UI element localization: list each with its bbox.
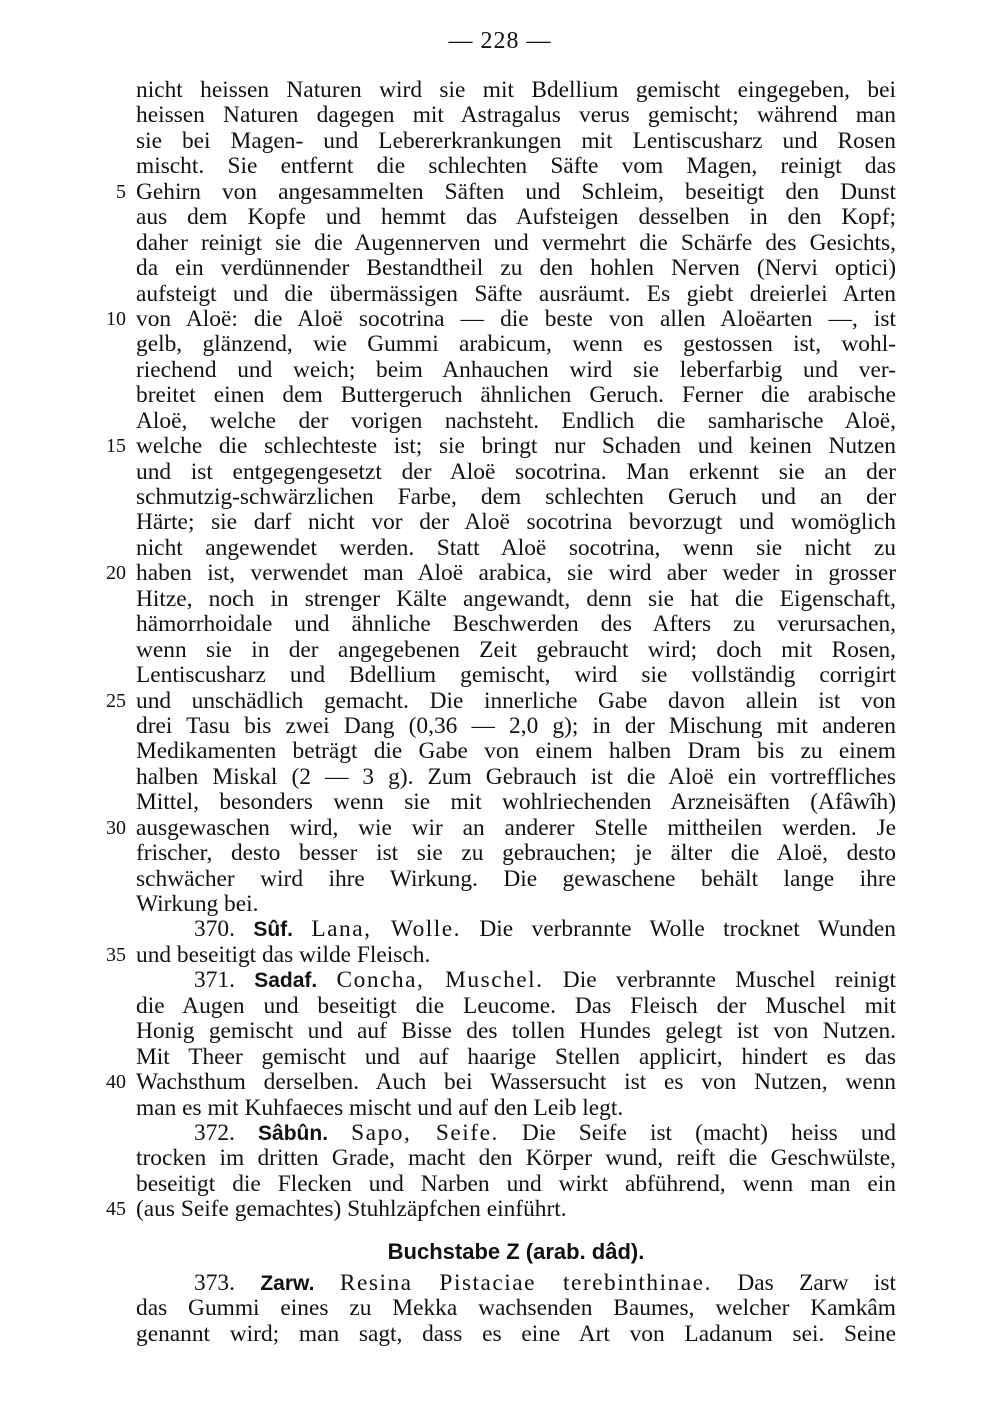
text-line (136, 409, 896, 434)
line-text: schmutzig-schwärzlichen Farbe, dem schlechten Geruch und an der (136, 484, 896, 510)
text-line (136, 510, 896, 535)
text-line (136, 282, 896, 307)
line-text: haben ist, verwendet man Aloë arabica, sie wird aber weder in grosser (136, 560, 896, 587)
section-heading: Buchstabe Z (arab. dâd). (387, 1238, 645, 1264)
line-number: 30 (106, 816, 126, 839)
line-text: Mittel, besonders wenn sie mit wohlriechenden Arzneisäften (Afâwîh) (136, 789, 896, 816)
text-line (106, 687, 896, 714)
entry-first-line (136, 1271, 896, 1296)
text-line (136, 663, 896, 688)
line-text: halben Miskal (2 — 3 g). Zum Gebrauch ist die Aloë ein vortreffliches (136, 763, 896, 790)
line-text: man es mit Kuhfaeces mischt und auf den Leib legt. (136, 1094, 624, 1121)
line-text: Medikamenten beträgt die Gabe von einem halben Dram bis zu einem (136, 738, 896, 765)
line-text: das Gummi eines zu Mekka wachsenden Baumes, welcher Kamkâm (136, 1295, 896, 1322)
text-line (136, 358, 896, 383)
line-number: 5 (116, 180, 126, 203)
text-line (106, 941, 896, 968)
line-number: 25 (106, 689, 126, 712)
text-line (136, 739, 896, 764)
entry-text: Die verbrannte Muschel reinigt (562, 967, 896, 994)
line-text: Aloë, welche der vorigen nachsteht. Endlich die samharische Aloë, (136, 407, 896, 434)
entry-latin-name: Lana, Wolle. (311, 916, 462, 943)
text-line (106, 433, 896, 460)
line-text: schwächer wird ihre Wirkung. Die gewaschene behält lange ihre (136, 865, 896, 892)
text-line (106, 1069, 896, 1096)
line-text: hämorrhoidale und ähnliche Beschwerden des Afters zu verursachen, (136, 611, 896, 638)
text-line (136, 638, 896, 663)
line-text: aus dem Kopfe und hemmt das Aufsteigen desselben in den Kopf; (136, 204, 896, 231)
line-text: ausgewaschen wird, wie wir an anderer Stelle mittheilen werden. Je (136, 814, 896, 841)
line-text: nicht heissen Naturen wird sie mit Bdellium gemischt eingegeben, bei (136, 77, 896, 103)
text-line (136, 383, 896, 408)
entry-number: 370. (194, 916, 235, 943)
line-text: Lentiscusharz und Bdellium gemischt, wird sie vollständig corrigirt (136, 662, 896, 689)
entry-latin-name: Sapo, Seife. (351, 1119, 499, 1146)
text-line (136, 867, 896, 892)
text-line (136, 256, 896, 281)
line-text: (aus Seife gemachtes) Stuhlzäpfchen einführt. (136, 1196, 567, 1223)
entry-headword: Sûf. (253, 918, 293, 942)
entry-text: Die Seife ist (macht) heiss und (521, 1119, 896, 1146)
line-text: aufsteigt und die übermässigen Säfte ausräumt. Es giebt dreierlei Arten (136, 280, 896, 307)
line-text: die Augen und beseitigt die Leucome. Das Fleisch der Muschel mit (136, 992, 896, 1019)
text-line (136, 1296, 896, 1321)
text-line (106, 305, 896, 332)
line-text: nicht angewendet werden. Statt Aloë socotrina, wenn sie nicht zu (136, 534, 896, 561)
entry-text: Das Zarw ist (737, 1269, 896, 1296)
text-line (106, 560, 896, 587)
text-line (136, 612, 896, 637)
line-text: trocken im dritten Grade, macht den Körper wund, reift die Geschwülste, (136, 1145, 896, 1172)
text-body (106, 77, 897, 1347)
text-line (136, 892, 896, 917)
line-text: sie bei Magen- und Lebererkrankungen mit Lentiscusharz und Rosen (136, 127, 896, 154)
entry-text: Die verbrannte Wolle trocknet Wunden (479, 916, 897, 943)
line-text: breitet einen dem Buttergeruch ähnlichen Geruch. Ferner die arabische (136, 382, 896, 409)
line-text: Honig gemischt und auf Bisse des tollen Hundes gelegt ist von Nutzen. (136, 1018, 896, 1045)
line-text: mischt. Sie entfernt die schlechten Säfte vom Magen, reinigt das (136, 153, 896, 180)
line-text: Härte; sie darf nicht vor der Aloë socotrina bevorzugt und womöglich (136, 509, 896, 536)
text-line (136, 332, 896, 357)
text-line (136, 231, 896, 256)
text-line (136, 841, 896, 866)
line-text: Wachsthum derselben. Auch bei Wassersucht ist es von Nutzen, wenn (136, 1069, 896, 1096)
line-text: da ein verdünnender Bestandtheil zu den hohlen Nerven (Nervi optici) (136, 255, 896, 282)
entry-headword: Zarw. (260, 1271, 315, 1295)
text-line (136, 765, 896, 790)
text-line (136, 587, 896, 612)
text-line (136, 714, 896, 739)
line-number: 40 (106, 1071, 126, 1094)
line-text: daher reinigt sie die Augennerven und vermehrt die Schärfe des Gesichts, (136, 229, 896, 256)
line-number: 45 (106, 1198, 126, 1221)
line-text: gelb, glänzend, wie Gummi arabicum, wenn es gestossen ist, wohl- (136, 331, 896, 358)
line-number: 35 (106, 943, 126, 966)
entry-first-line (136, 1121, 896, 1146)
text-line (136, 1322, 896, 1347)
text-line (136, 790, 896, 815)
text-line (136, 460, 896, 485)
line-number: 15 (106, 435, 126, 458)
line-text: Gehirn von angesammelten Säften und Schleim, beseitigt den Dunst (136, 178, 896, 205)
text-line (136, 536, 896, 561)
text-line (136, 1019, 896, 1044)
line-text: und ist entgegengesetzt der Aloë socotrina. Man erkennt sie an der (136, 458, 896, 485)
text-line (136, 1045, 896, 1070)
text-line (136, 78, 896, 103)
entry-first-line (136, 917, 896, 942)
line-text: drei Tasu bis zwei Dang (0,36 — 2,0 g); in der Mischung mit anderen (136, 712, 896, 739)
line-text: welche die schlechteste ist; sie bringt nur Schaden und keinen Nutzen (136, 433, 896, 460)
line-text: genannt wird; man sagt, dass es eine Art von Ladanum sei. Seine (136, 1320, 896, 1347)
entry-number: 371. (194, 967, 235, 994)
line-text: Hitze, noch in strenger Kälte angewandt, denn sie hat die Eigenschaft, (136, 585, 896, 612)
text-line (136, 1096, 896, 1121)
text-line (106, 1196, 896, 1223)
line-number: 20 (106, 562, 126, 585)
line-text: Mit Theer gemischt und auf haarige Stellen applicirt, hindert es das (136, 1043, 896, 1070)
text-line (136, 485, 896, 510)
text-line (106, 814, 896, 841)
text-line (136, 154, 896, 179)
entry-headword: Sâbûn. (258, 1121, 329, 1145)
line-number: 10 (106, 307, 126, 330)
text-line (136, 994, 896, 1019)
line-text: beseitigt die Flecken und Narben und wirkt abführend, wenn man ein (136, 1170, 896, 1197)
line-text: frischer, desto besser ist sie zu gebrauchen; je älter die Aloë, desto (136, 840, 896, 867)
text-line (136, 1172, 896, 1197)
entry-headword: Sadaf. (254, 969, 318, 993)
line-text: und unschädlich gemacht. Die innerliche Gabe davon allein ist von (136, 687, 896, 714)
entry-number: 372. (194, 1119, 235, 1146)
text-line (136, 103, 896, 128)
line-text: wenn sie in der angegebenen Zeit gebraucht wird; doch mit Rosen, (136, 636, 896, 663)
line-text: und beseitigt das wilde Fleisch. (136, 941, 431, 968)
text-line (136, 129, 896, 154)
text-line (116, 178, 896, 205)
line-text: heissen Naturen dagegen mit Astragalus verus gemischt; während man (136, 102, 896, 129)
line-text: von Aloë: die Aloë socotrina — die beste von allen Aloëarten —, ist (136, 305, 896, 332)
entry-latin-name: Concha, Muschel. (336, 967, 544, 994)
page-number: — 228 — (448, 28, 552, 54)
entry-latin-name: Resina Pistaciae terebinthinae. (339, 1269, 712, 1296)
entry-number: 373. (194, 1269, 235, 1296)
line-text: Wirkung bei. (136, 891, 259, 917)
line-text: riechend und weich; beim Anhauchen wird sie leberfarbig und ver- (136, 356, 896, 383)
entry-first-line (136, 968, 896, 993)
text-line (136, 1146, 896, 1171)
text-line (136, 205, 896, 230)
